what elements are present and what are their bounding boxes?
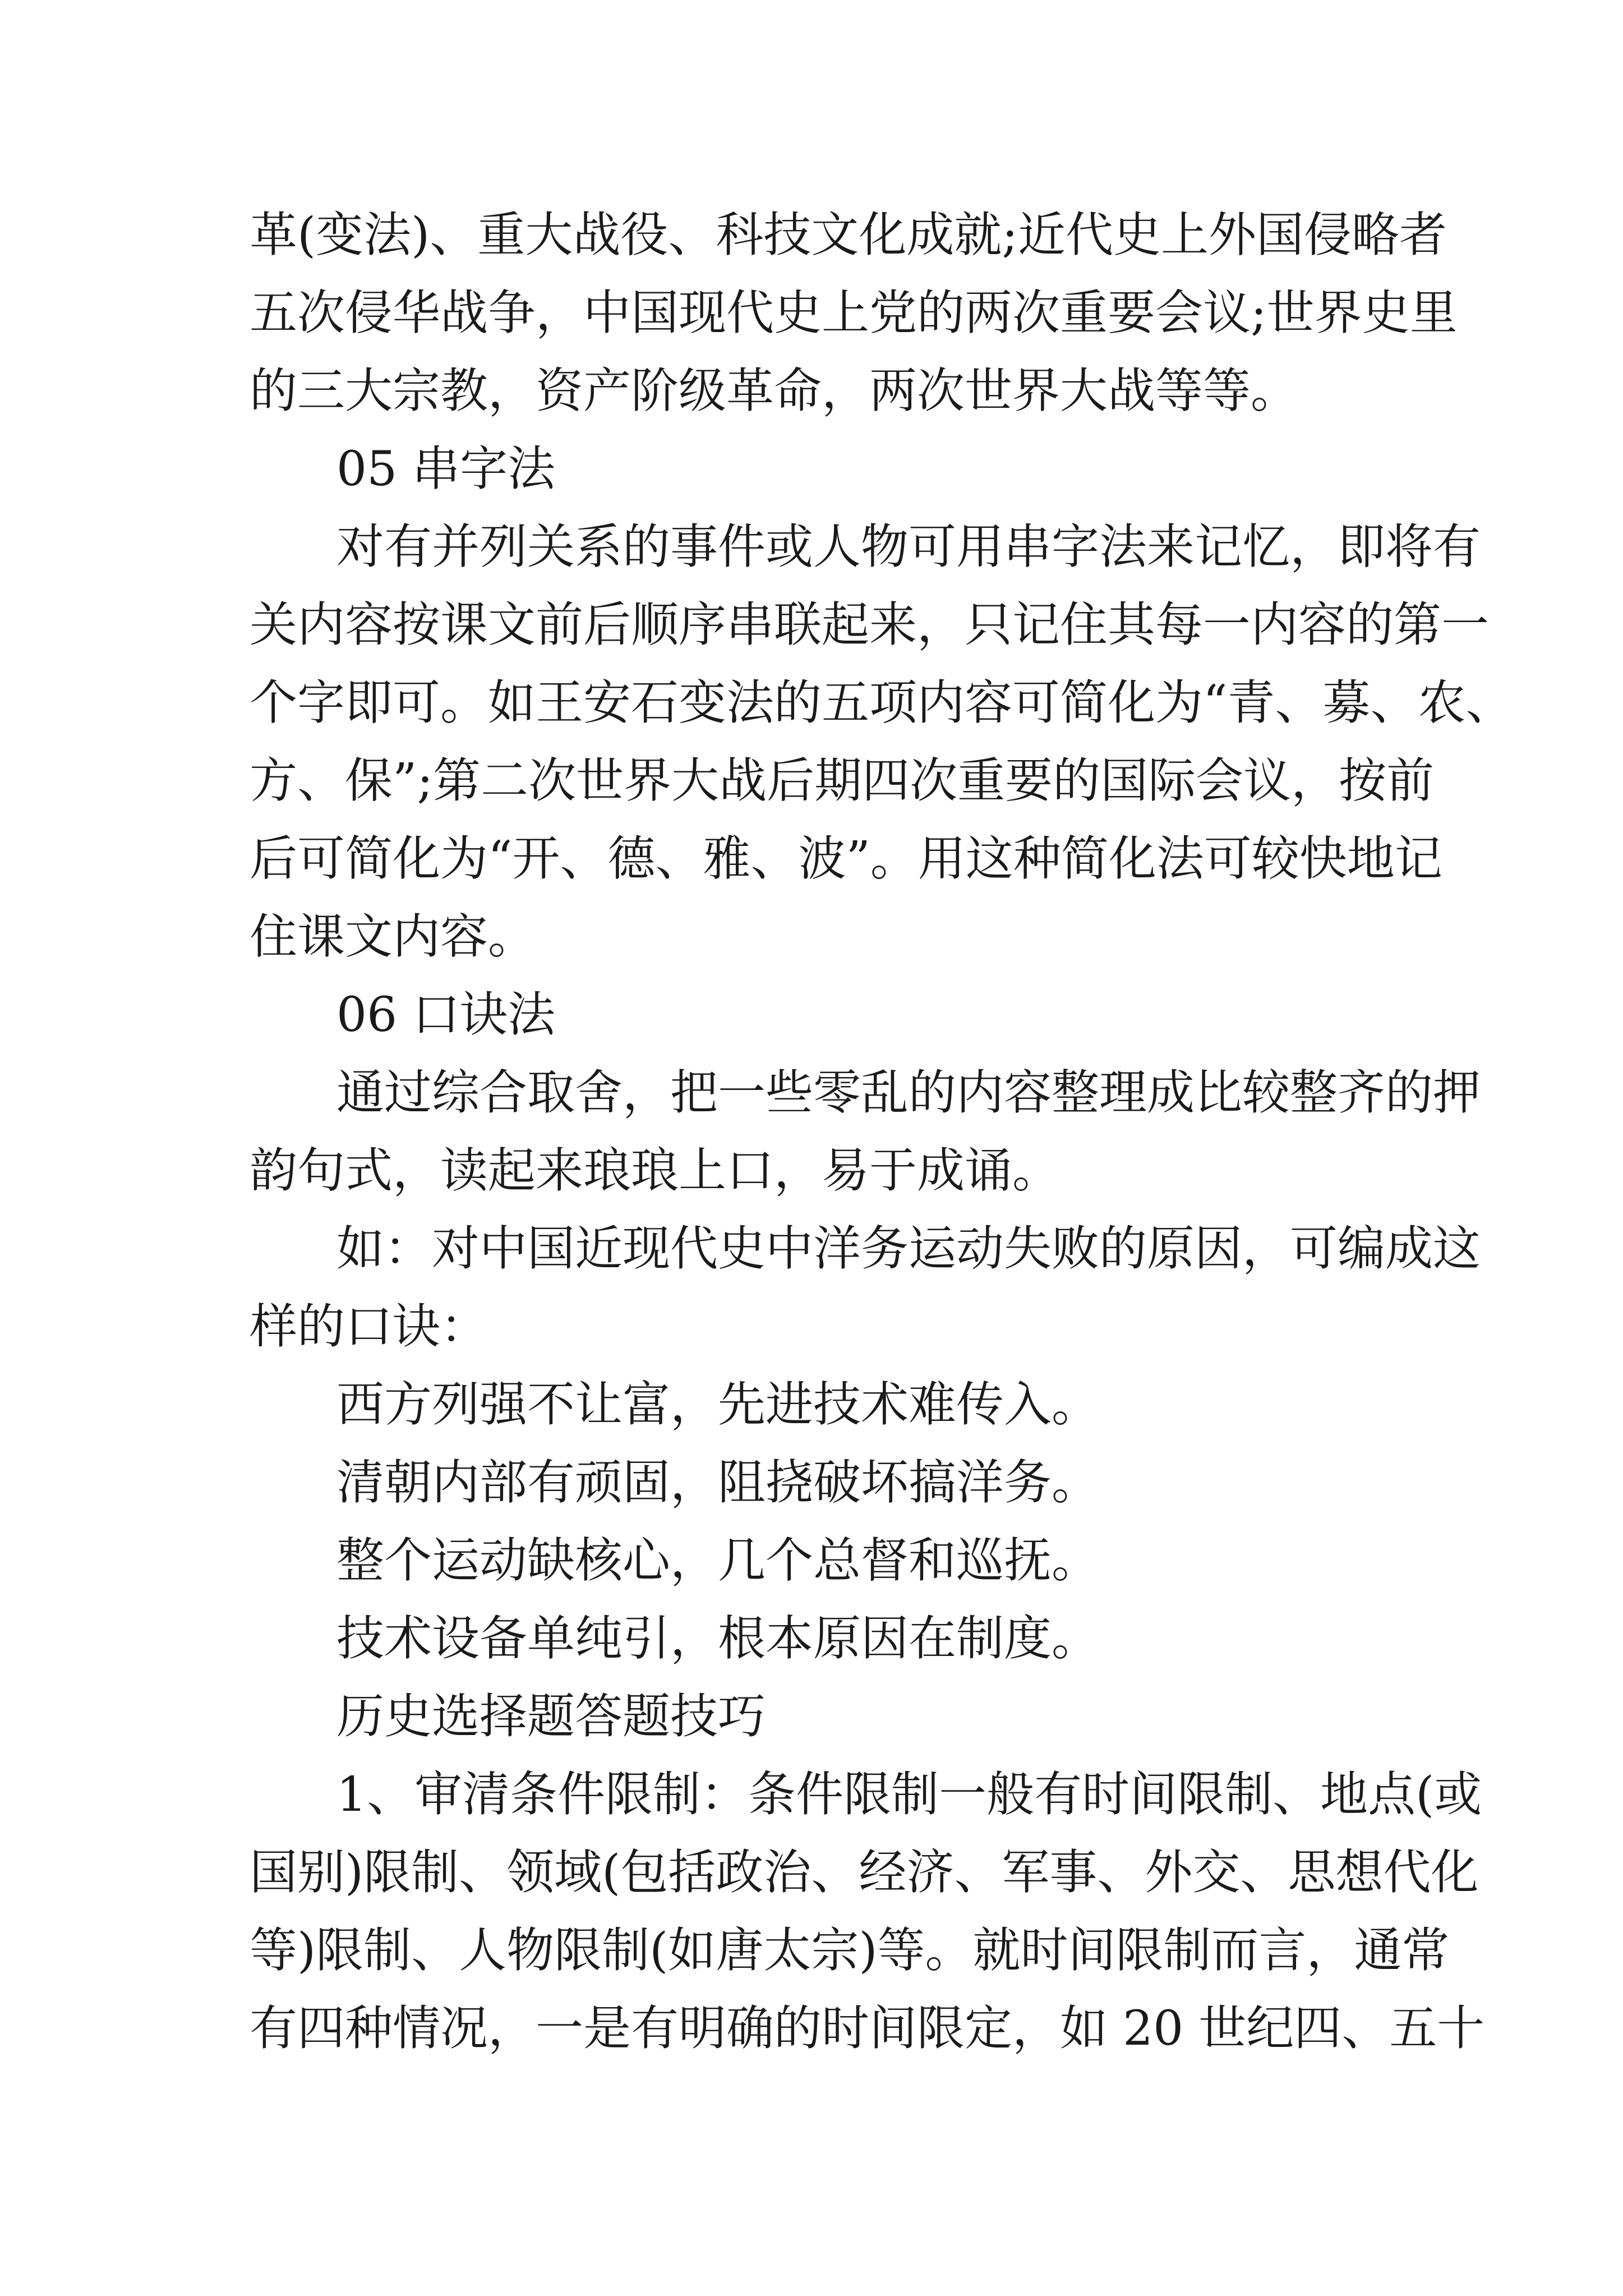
- text-line: 国别)限制、领域(包括政治、经济、军事、外交、思想代化: [250, 1845, 1479, 1901]
- text-line: 个字即可。如王安石变法的五项内容可简化为“青、募、农、: [250, 675, 1514, 731]
- text-line: 有四种情况，一是有明确的时间限定，如 20 世纪四、五十: [250, 2001, 1485, 2056]
- section-heading: 历史选择题答题技巧: [336, 1689, 766, 1745]
- text-line: 革(变法)、重大战役、科技文化成就;近代史上外国侵略者: [250, 208, 1447, 263]
- text-line: 对有并列关系的事件或人物可用串字法来记忆，即将有: [336, 519, 1481, 575]
- text-line: 韵句式，读起来琅琅上口，易于成诵。: [250, 1143, 1061, 1199]
- section-heading: 06 口诀法: [336, 987, 556, 1043]
- verse-line: 技术设备单纯引，根本原因在制度。: [336, 1611, 1100, 1667]
- text-line: 通过综合取舍，把一些零乱的内容整理成比较整齐的押: [336, 1065, 1481, 1121]
- text-line: 的三大宗教，资产阶级革命，两次世界大战等等。: [250, 364, 1299, 419]
- section-heading: 05 串字法: [336, 441, 556, 497]
- text-line: 方、保”;第二次世界大战后期四次重要的国际会议，按前: [250, 753, 1435, 809]
- verse-line: 西方列强不让富，先进技术难传入。: [336, 1377, 1100, 1433]
- text-line: 住课文内容。: [250, 909, 536, 965]
- text-line: 1、审清条件限制：条件限制一般有时间限制、地点(或: [336, 1767, 1482, 1823]
- text-line: 后可简化为“开、德、雅、波”。用这种简化法可较快地记: [250, 831, 1442, 887]
- verse-line: 整个运动缺核心，几个总督和巡抚。: [336, 1533, 1100, 1589]
- text-line: 样的口诀：: [250, 1299, 488, 1355]
- text-line: 如：对中国近现代史中洋务运动失败的原因，可编成这: [336, 1221, 1481, 1277]
- text-line: 关内容按课文前后顺序串联起来，只记住其每一内容的第一: [250, 597, 1490, 653]
- text-line: 等)限制、人物限制(如唐太宗)等。就时间限制而言，通常: [250, 1923, 1450, 1978]
- verse-line: 清朝内部有顽固，阻挠破坏搞洋务。: [336, 1455, 1100, 1511]
- text-line: 五次侵华战争，中国现代史上党的两次重要会议;世界史里: [250, 286, 1458, 341]
